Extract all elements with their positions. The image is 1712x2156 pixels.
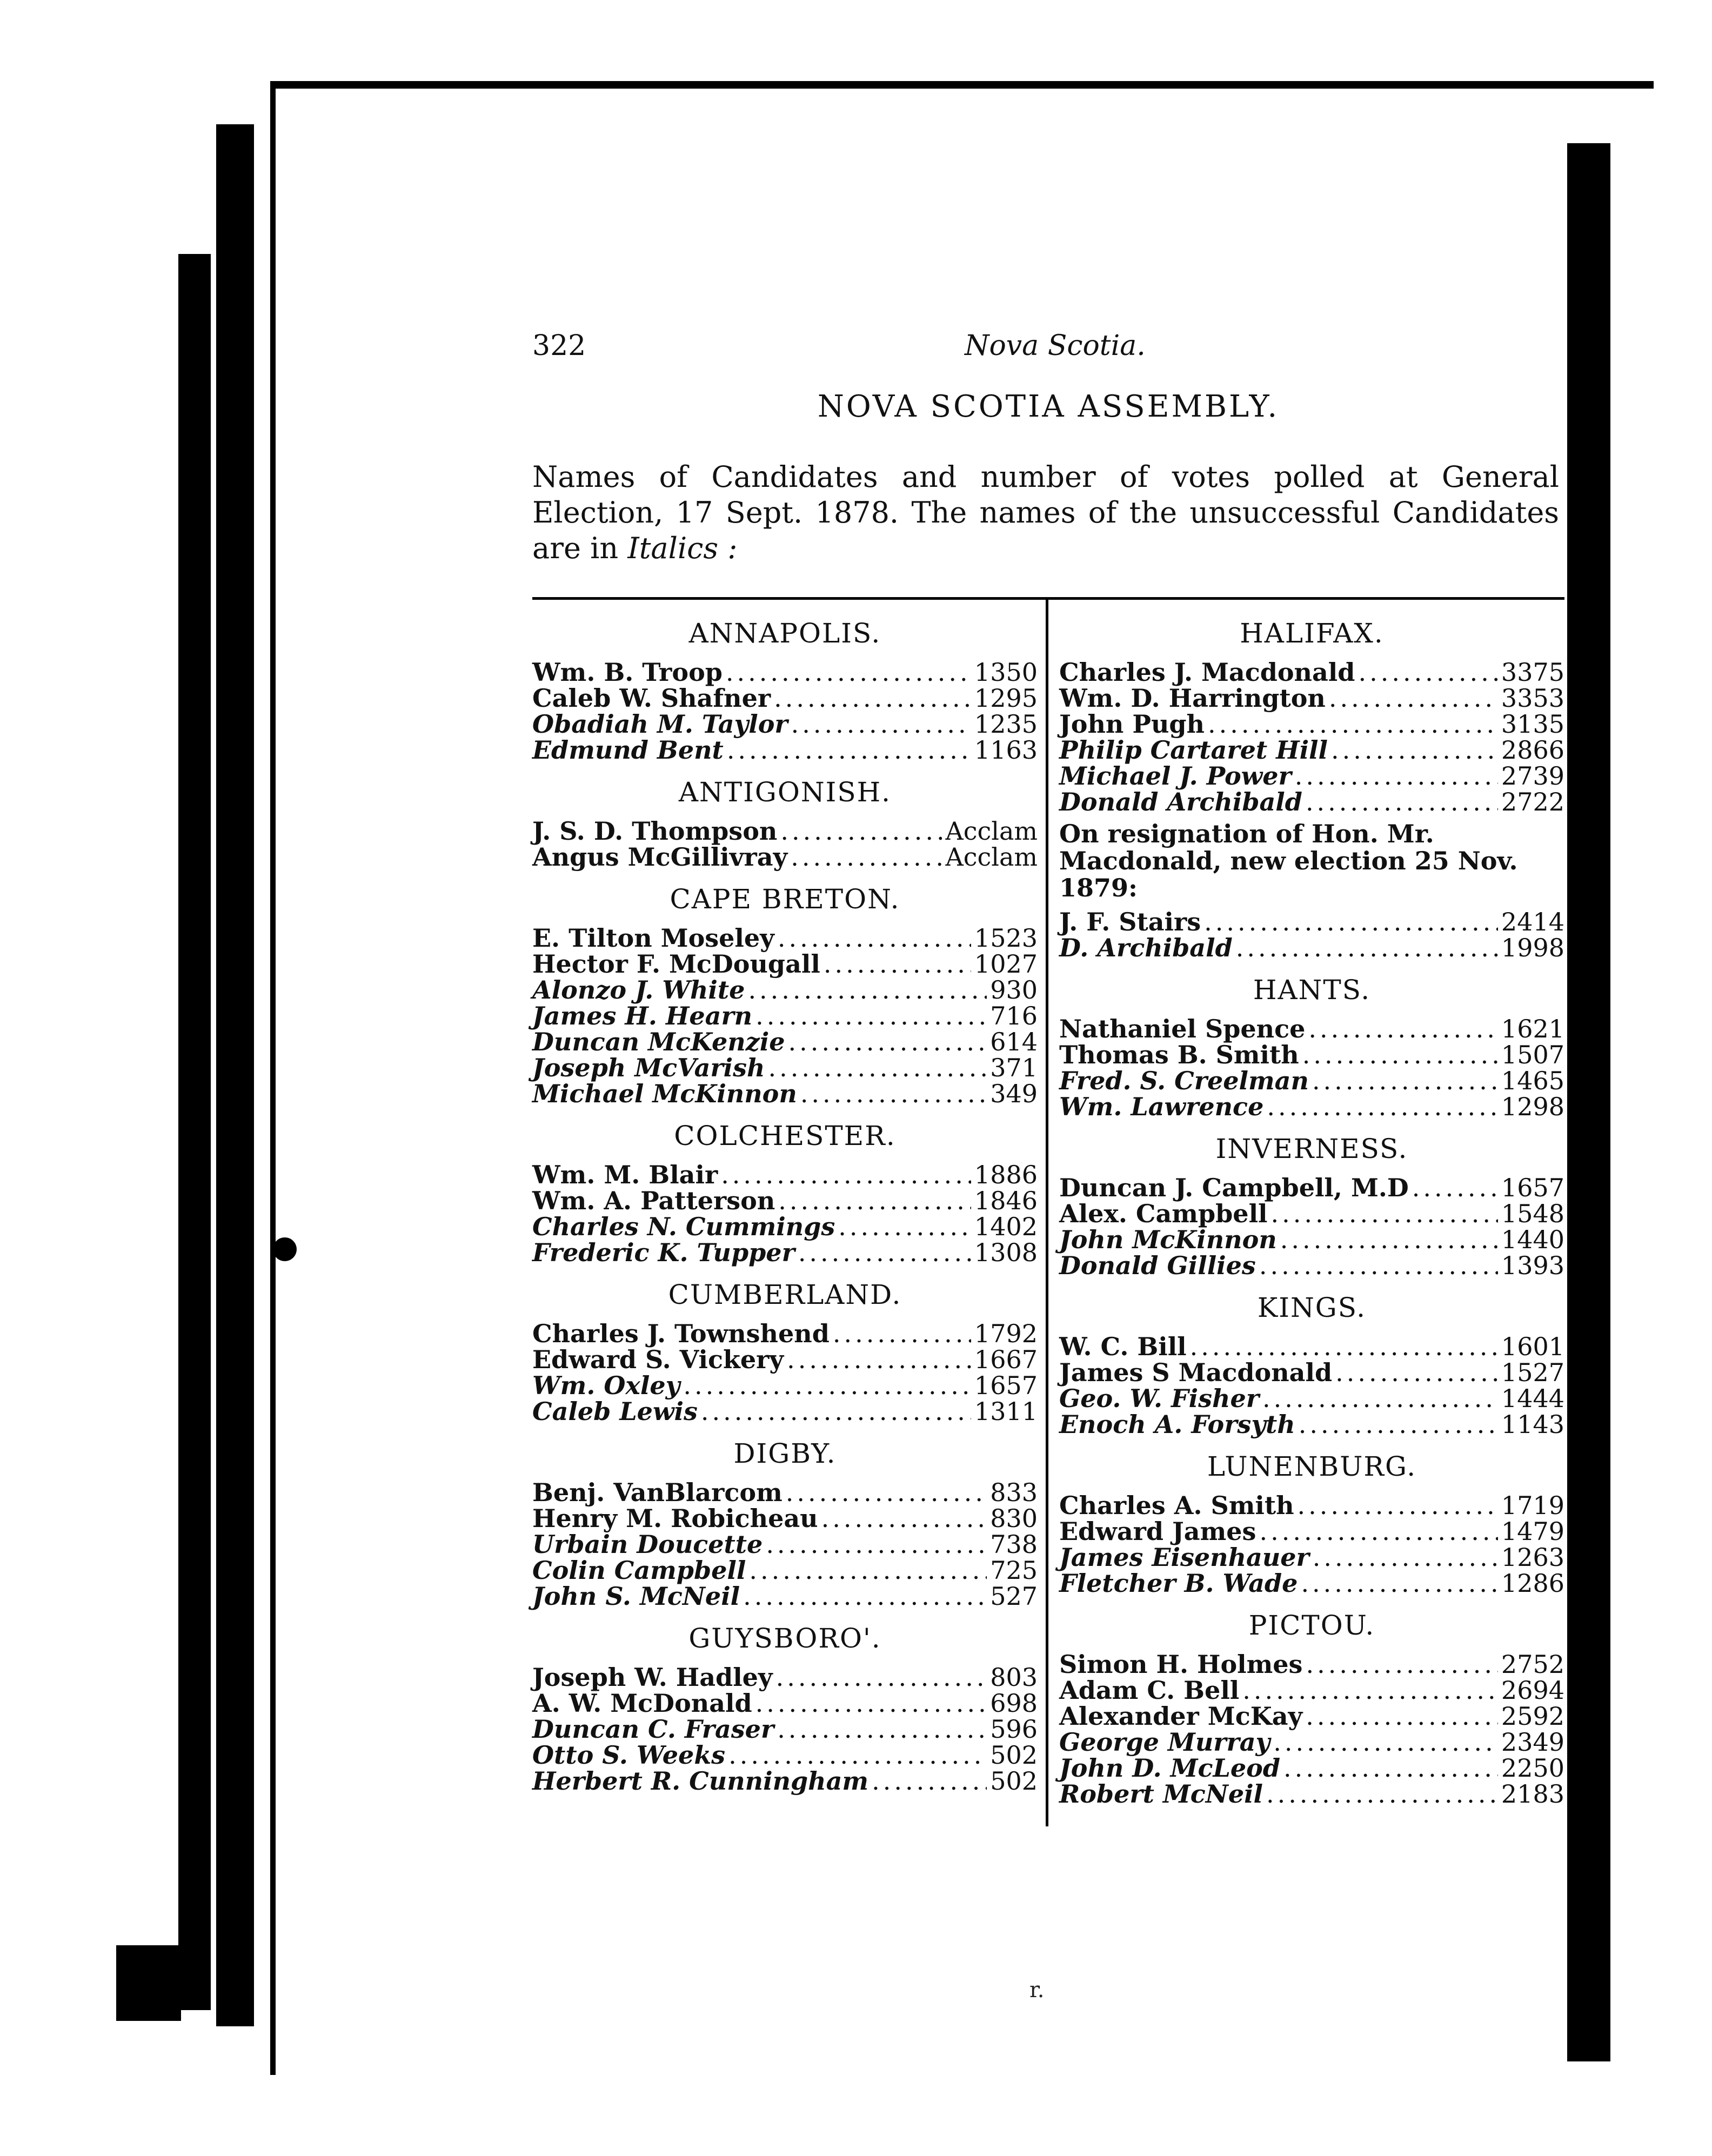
vote-count: 830	[990, 1504, 1038, 1533]
vote-count: 1444	[1501, 1384, 1564, 1413]
candidate-row	[1059, 1411, 1564, 1437]
dot-leader	[788, 1029, 987, 1055]
constituency-section	[532, 616, 1038, 763]
dot-leader	[726, 659, 971, 685]
candidate-row	[532, 1716, 1038, 1742]
constituency-section	[1059, 1449, 1564, 1596]
candidate-name: Geo. W. Fisher	[1059, 1384, 1259, 1413]
candidate-row	[532, 685, 1038, 711]
constituency-section	[532, 1119, 1038, 1266]
dot-leader	[1262, 1385, 1498, 1411]
vote-count: 1657	[1501, 1173, 1564, 1202]
scan-edge-artifact	[216, 124, 254, 2026]
candidate-row	[532, 1347, 1038, 1372]
dot-leader	[1298, 1492, 1498, 1518]
candidate-row	[1059, 1334, 1564, 1360]
candidate-row	[532, 737, 1038, 763]
candidate-name: Nathaniel Spence	[1059, 1014, 1306, 1043]
candidate-name: Wm. B. Troop	[532, 658, 723, 687]
candidate-name: Duncan C. Fraser	[532, 1715, 774, 1744]
intro-paragraph	[532, 459, 1559, 566]
candidate-name: Herbert R. Cunningham	[532, 1766, 869, 1796]
candidate-row	[1059, 1781, 1564, 1807]
constituency-section	[532, 882, 1038, 1107]
running-title: Nova Scotia.	[965, 330, 1146, 362]
candidate-row	[1059, 1570, 1564, 1596]
candidate-row	[532, 977, 1038, 1003]
candidate-row	[532, 1664, 1038, 1690]
dot-leader	[833, 1321, 971, 1347]
candidate-row	[532, 1240, 1038, 1266]
dot-leader	[778, 925, 971, 951]
constituency-heading: ANNAPOLIS.	[688, 618, 881, 649]
candidate-row	[1059, 1518, 1564, 1544]
candidate-name: Fletcher B. Wade	[1059, 1569, 1298, 1598]
dot-leader	[791, 844, 942, 870]
candidate-row	[532, 1583, 1038, 1609]
dot-leader	[1190, 1334, 1498, 1360]
dot-leader	[1208, 711, 1498, 737]
candidate-name: Caleb W. Shafner	[532, 684, 771, 713]
candidate-name: Enoch A. Forsyth	[1059, 1410, 1295, 1439]
dot-leader	[1412, 1175, 1498, 1201]
page-title: NOVA SCOTIA ASSEMBLY.	[817, 389, 1280, 424]
vote-count: 1402	[974, 1212, 1038, 1241]
dot-leader	[776, 1664, 987, 1690]
vote-count: 833	[990, 1478, 1038, 1507]
vote-count: 2592	[1501, 1702, 1564, 1731]
candidate-name: Philip Cartaret Hill	[1059, 735, 1328, 765]
vote-count: Acclam	[945, 816, 1038, 846]
candidate-name: Wm. D. Harrington	[1059, 684, 1326, 713]
vote-count: 1350	[974, 658, 1038, 687]
vote-count: 2183	[1501, 1779, 1564, 1809]
candidate-row	[1059, 1094, 1564, 1120]
vote-count: 596	[990, 1715, 1038, 1744]
vote-count: 738	[990, 1530, 1038, 1559]
dot-leader	[1266, 1781, 1498, 1807]
constituency-section	[532, 1436, 1038, 1609]
constituency-heading: INVERNESS.	[1215, 1133, 1408, 1164]
candidate-name: Otto S. Weeks	[532, 1740, 726, 1770]
candidate-name: John D. McLeod	[1059, 1753, 1281, 1783]
intro-italic-word: Italics :	[627, 531, 738, 565]
dot-leader	[755, 1003, 987, 1029]
dot-leader	[872, 1768, 987, 1794]
vote-count: 930	[990, 975, 1038, 1005]
candidate-row	[1059, 737, 1564, 763]
vote-count: 2722	[1501, 787, 1564, 816]
vote-count: 1998	[1501, 933, 1564, 962]
vote-count: 1295	[974, 684, 1038, 713]
vote-count: 2752	[1501, 1650, 1564, 1679]
dot-leader	[1335, 1360, 1498, 1385]
candidate-name: Simon H. Holmes	[1059, 1650, 1303, 1679]
dot-leader	[727, 737, 971, 763]
candidate-name: Benj. VanBlarcom	[532, 1478, 783, 1507]
vote-count: Acclam	[945, 842, 1038, 872]
header-rule	[532, 597, 1564, 600]
constituency-heading: KINGS.	[1257, 1292, 1367, 1323]
candidate-name: Thomas B. Smith	[1059, 1040, 1299, 1069]
dot-leader	[1299, 1411, 1498, 1437]
vote-count: 1440	[1501, 1225, 1564, 1254]
candidate-row	[532, 1162, 1038, 1188]
dot-leader	[1259, 1253, 1498, 1278]
vote-count: 1465	[1501, 1066, 1564, 1095]
candidate-name: Charles J. Macdonald	[1059, 658, 1355, 687]
candidate-name: Charles J. Townshend	[532, 1319, 830, 1348]
candidate-name: Fred. S. Creelman	[1059, 1066, 1309, 1095]
dot-leader	[778, 1188, 971, 1214]
constituency-heading: CAPE BRETON.	[670, 883, 900, 915]
vote-count: 1298	[1501, 1092, 1564, 1121]
vote-count: 1527	[1501, 1358, 1564, 1387]
vote-count: 1667	[974, 1345, 1038, 1374]
candidate-name: Frederic K. Tupper	[532, 1238, 795, 1267]
vote-count: 1393	[1501, 1251, 1564, 1280]
vote-count: 614	[990, 1027, 1038, 1056]
candidate-name: James H. Hearn	[532, 1001, 753, 1030]
candidate-row	[532, 1768, 1038, 1794]
vote-count: 502	[990, 1766, 1038, 1796]
dot-leader	[824, 951, 971, 977]
vote-count: 1657	[974, 1371, 1038, 1400]
vote-count: 2414	[1501, 907, 1564, 936]
candidate-row	[532, 1742, 1038, 1768]
dot-leader	[1308, 1016, 1498, 1042]
constituency-heading: COLCHESTER.	[674, 1120, 896, 1151]
candidate-name: Henry M. Robicheau	[532, 1504, 818, 1533]
constituency-section	[1059, 1290, 1564, 1437]
dot-leader	[786, 1479, 987, 1505]
vote-count: 725	[990, 1556, 1038, 1585]
candidate-row	[532, 1321, 1038, 1347]
candidate-name: Donald Gillies	[1059, 1251, 1256, 1280]
candidate-name: Wm. Oxley	[532, 1371, 680, 1400]
constituency-heading: HANTS.	[1253, 974, 1371, 1006]
vote-count: 1846	[974, 1186, 1038, 1215]
candidate-name: D. Archibald	[1059, 933, 1233, 962]
candidate-name: George Murray	[1059, 1728, 1270, 1757]
candidate-row	[532, 1505, 1038, 1531]
candidate-row	[532, 844, 1038, 870]
candidate-name: Caleb Lewis	[532, 1397, 698, 1426]
dot-leader	[1358, 659, 1497, 685]
candidate-name: John S. McNeil	[532, 1582, 740, 1611]
candidate-row	[1059, 1755, 1564, 1781]
dot-leader	[748, 977, 987, 1003]
candidate-row	[1059, 789, 1564, 815]
dot-leader	[774, 685, 971, 711]
vote-count: 2739	[1501, 761, 1564, 791]
page-number: 322	[532, 330, 586, 362]
vote-count: 3375	[1501, 658, 1564, 687]
candidate-name: Angus McGillivray	[532, 842, 788, 872]
candidate-row	[532, 1003, 1038, 1029]
ink-blot	[273, 1237, 297, 1261]
dot-leader	[755, 1690, 987, 1716]
candidate-name: Donald Archibald	[1059, 787, 1302, 816]
candidate-row	[532, 1372, 1038, 1398]
candidate-row	[1059, 1544, 1564, 1570]
vote-count: 1235	[974, 709, 1038, 739]
candidate-name: Robert McNeil	[1059, 1779, 1263, 1809]
candidate-row	[532, 925, 1038, 951]
candidate-row	[532, 1479, 1038, 1505]
constituency-heading: HALIFAX.	[1240, 618, 1384, 649]
candidate-row	[1059, 935, 1564, 961]
vote-count: 698	[990, 1689, 1038, 1718]
right-sections	[1059, 973, 1564, 1807]
candidate-row	[1059, 711, 1564, 737]
vote-count: 1479	[1501, 1517, 1564, 1546]
candidate-name: James Eisenhauer	[1059, 1543, 1309, 1572]
candidate-row	[532, 818, 1038, 844]
dot-leader	[1204, 909, 1498, 935]
dot-leader	[1306, 1651, 1497, 1677]
scan-edge-artifact	[116, 1945, 181, 2021]
page-border-left	[270, 81, 276, 2075]
vote-count: 1507	[1501, 1040, 1564, 1069]
constituency-section	[532, 1277, 1038, 1424]
constituency-section	[1059, 1608, 1564, 1807]
vote-count: 2866	[1501, 735, 1564, 765]
vote-count: 1523	[974, 923, 1038, 953]
candidate-row	[532, 1214, 1038, 1240]
candidate-name: Adam C. Bell	[1059, 1676, 1240, 1705]
vote-count: 1163	[974, 735, 1038, 765]
constituency-heading: PICTOU.	[1248, 1610, 1375, 1641]
candidate-name: Hector F. McDougall	[532, 949, 820, 979]
candidate-name: W. C. Bill	[1059, 1332, 1187, 1361]
candidate-row	[1059, 1253, 1564, 1278]
candidate-name: Charles A. Smith	[1059, 1491, 1294, 1520]
candidate-row	[532, 659, 1038, 685]
vote-count: 1286	[1501, 1569, 1564, 1598]
candidate-row	[1059, 763, 1564, 789]
left-column	[532, 616, 1038, 1806]
candidate-row	[532, 1690, 1038, 1716]
constituency-section	[532, 775, 1038, 870]
candidate-row	[532, 711, 1038, 737]
vote-count: 1311	[974, 1397, 1038, 1426]
vote-count: 1548	[1501, 1199, 1564, 1228]
candidate-row	[1059, 1492, 1564, 1518]
candidate-name: Obadiah M. Taylor	[532, 709, 788, 739]
candidate-row	[1059, 1651, 1564, 1677]
dot-leader	[1271, 1201, 1498, 1227]
candidate-row	[532, 1531, 1038, 1557]
dot-leader	[1267, 1094, 1498, 1120]
dot-leader	[766, 1531, 987, 1557]
candidate-row	[1059, 1016, 1564, 1042]
dot-leader	[1313, 1544, 1498, 1570]
dot-leader	[1242, 1677, 1498, 1703]
vote-count: 502	[990, 1740, 1038, 1770]
dot-leader	[1280, 1227, 1498, 1253]
by-election-note: On resignation of Hon. Mr. Macdonald, new election 25 Nov. 1879:	[1059, 819, 1518, 902]
candidate-row	[1059, 1703, 1564, 1729]
candidate-name: Alexander McKay	[1059, 1702, 1303, 1731]
candidate-row	[1059, 1068, 1564, 1094]
dot-leader	[1236, 935, 1498, 961]
candidate-name: Duncan McKenzie	[532, 1027, 785, 1056]
right-column	[1059, 616, 1564, 1819]
candidate-row	[532, 1055, 1038, 1081]
candidate-row	[1059, 1729, 1564, 1755]
candidate-row	[1059, 659, 1564, 685]
candidate-name: Urbain Doucette	[532, 1530, 763, 1559]
vote-count: 349	[990, 1079, 1038, 1108]
candidate-name: Joseph McVarish	[532, 1053, 765, 1082]
candidate-row	[1059, 1201, 1564, 1227]
candidate-name: Wm. M. Blair	[532, 1160, 718, 1189]
vote-count: 1308	[974, 1238, 1038, 1267]
vote-count: 2349	[1501, 1728, 1564, 1757]
vote-count: 1792	[974, 1319, 1038, 1348]
candidate-row	[1059, 909, 1564, 935]
dot-leader	[749, 1557, 987, 1583]
dot-leader	[838, 1214, 971, 1240]
candidate-row	[532, 1029, 1038, 1055]
constituency-heading: LUNENBURG.	[1207, 1451, 1417, 1482]
dot-leader	[1295, 763, 1498, 789]
candidate-name: Edward S. Vickery	[532, 1345, 784, 1374]
constituency-halifax	[1059, 616, 1564, 961]
intro-text: Names of Candidates and number of votes polled at General Election, 17 Sept. 1878. The names of the unsuccessful Candidates are in	[532, 460, 1559, 565]
vote-count: 3135	[1501, 709, 1564, 739]
candidate-row	[1059, 1385, 1564, 1411]
candidate-name: Alonzo J. White	[532, 975, 745, 1005]
candidate-name: E. Tilton Moseley	[532, 923, 774, 953]
dot-leader	[743, 1583, 987, 1609]
dot-leader	[1329, 685, 1498, 711]
candidate-row	[1059, 1042, 1564, 1068]
constituency-heading: CUMBERLAND.	[668, 1279, 902, 1310]
constituency-heading: DIGBY.	[733, 1438, 837, 1469]
candidate-row	[1059, 685, 1564, 711]
candidate-name: Colin Campbell	[532, 1556, 746, 1585]
dot-leader	[1306, 789, 1498, 815]
candidate-name: James S Macdonald	[1059, 1358, 1333, 1387]
vote-count: 1601	[1501, 1332, 1564, 1361]
candidate-row	[532, 1557, 1038, 1583]
candidate-row	[532, 1081, 1038, 1107]
candidate-name: Wm. A. Patterson	[532, 1186, 775, 1215]
constituency-heading: ANTIGONISH.	[678, 776, 892, 808]
dot-leader	[1259, 1518, 1497, 1544]
candidate-row	[1059, 1360, 1564, 1385]
vote-count: 1027	[974, 949, 1038, 979]
scan-edge-artifact	[178, 254, 211, 2010]
candidate-name: Michael McKinnon	[532, 1079, 797, 1108]
dot-leader	[768, 1055, 987, 1081]
candidate-name: Michael J. Power	[1059, 761, 1292, 791]
dot-leader	[701, 1398, 971, 1424]
candidate-name: Edward James	[1059, 1517, 1256, 1546]
vote-count: 1621	[1501, 1014, 1564, 1043]
dot-leader	[683, 1372, 971, 1398]
vote-count: 527	[990, 1582, 1038, 1611]
candidate-name: Joseph W. Hadley	[532, 1663, 773, 1692]
vote-count: 1263	[1501, 1543, 1564, 1572]
constituency-section	[532, 1621, 1038, 1794]
vote-count: 1719	[1501, 1491, 1564, 1520]
column-divider	[1046, 600, 1048, 1826]
vote-count: 3353	[1501, 684, 1564, 713]
dot-leader	[1273, 1729, 1498, 1755]
candidate-name: John Pugh	[1059, 709, 1205, 739]
candidate-name: A. W. McDonald	[532, 1689, 752, 1718]
candidate-row	[532, 1398, 1038, 1424]
candidate-row	[1059, 1677, 1564, 1703]
candidate-name: Alex. Campbell	[1059, 1199, 1268, 1228]
constituency-section	[1059, 1131, 1564, 1278]
dot-leader	[1302, 1042, 1498, 1068]
by-election-list	[1059, 909, 1564, 961]
scan-edge-artifact	[1567, 143, 1610, 2061]
candidate-row	[532, 1188, 1038, 1214]
dot-leader	[791, 711, 971, 737]
page-header	[532, 324, 1564, 373]
candidate-name: Charles N. Cummings	[532, 1212, 835, 1241]
candidate-name: J. F. Stairs	[1059, 907, 1201, 936]
vote-count: 2694	[1501, 1676, 1564, 1705]
vote-count: 1886	[974, 1160, 1038, 1189]
vote-count: 2250	[1501, 1753, 1564, 1783]
scan-mark: r.	[1029, 1978, 1045, 2003]
dot-leader	[787, 1347, 971, 1372]
vote-count: 371	[990, 1053, 1038, 1082]
dot-leader	[780, 818, 942, 844]
candidate-name: John McKinnon	[1059, 1225, 1277, 1254]
vote-count: 1143	[1501, 1410, 1564, 1439]
dot-leader	[1306, 1703, 1498, 1729]
dot-leader	[728, 1742, 987, 1768]
candidate-row	[1059, 1227, 1564, 1253]
candidate-list	[1059, 659, 1564, 815]
dot-leader	[821, 1505, 987, 1531]
dot-leader	[798, 1240, 971, 1266]
dot-leader	[1312, 1068, 1498, 1094]
dot-leader	[721, 1162, 971, 1188]
page-border-top	[270, 81, 1654, 89]
dot-leader	[800, 1081, 987, 1107]
candidate-row	[1059, 1175, 1564, 1201]
candidate-name: Wm. Lawrence	[1059, 1092, 1264, 1121]
vote-count: 716	[990, 1001, 1038, 1030]
vote-count: 803	[990, 1663, 1038, 1692]
constituency-section	[1059, 973, 1564, 1120]
candidate-name: J. S. D. Thompson	[532, 816, 778, 846]
candidate-name: Edmund Bent	[532, 735, 724, 765]
dot-leader	[1283, 1755, 1498, 1781]
dot-leader	[1331, 737, 1498, 763]
candidate-name: Duncan J. Campbell, M.D	[1059, 1173, 1409, 1202]
dot-leader	[1301, 1570, 1497, 1596]
constituency-heading: GUYSBORO'.	[688, 1623, 881, 1654]
dot-leader	[777, 1716, 987, 1742]
candidate-row	[532, 951, 1038, 977]
